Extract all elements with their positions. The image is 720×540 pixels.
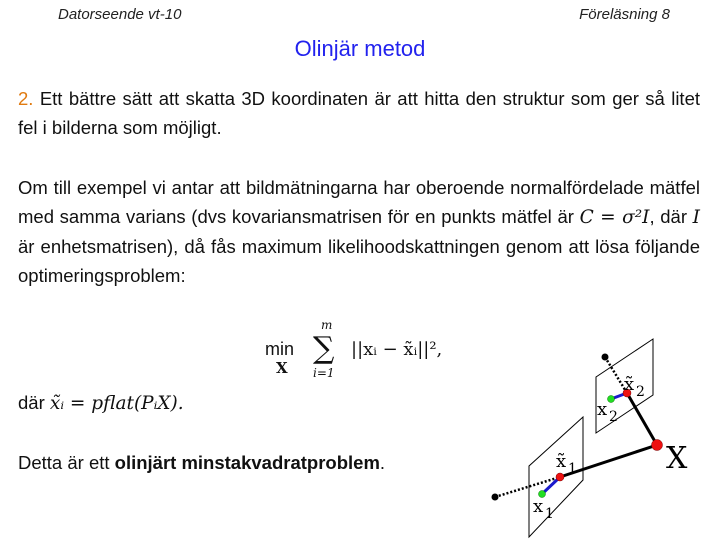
math-pflat: x̃ᵢ = pflat(PᵢX).	[49, 393, 184, 414]
header-course: Datorseende vt-10	[58, 6, 182, 23]
label-xt2: x̃	[624, 374, 635, 395]
ray-2	[627, 393, 657, 445]
text: Detta är ett	[18, 452, 115, 473]
world-point	[652, 440, 663, 451]
min-operator: min	[265, 339, 295, 359]
paragraph-1-text: Ett bättre sätt att skatta 3D koordinaten är att hitta den struktur som ger så litet fel i bilderna som möjligt.	[18, 88, 701, 138]
measured-point-2	[608, 396, 615, 403]
label-x2-sub: 2	[609, 409, 618, 425]
label-x2: x	[597, 399, 608, 420]
label-xt1: x̃	[556, 451, 567, 472]
label-xt1-sub: 1	[568, 461, 577, 477]
camera-center-2	[602, 354, 609, 361]
sum-icon: ∑	[313, 331, 335, 366]
sum-body: ||xᵢ − x̃ᵢ||²,	[351, 339, 443, 360]
math-covariance: C = σ²I	[579, 207, 650, 228]
label-x1: x	[533, 496, 544, 517]
text: där	[18, 392, 45, 413]
camera-center-1	[492, 494, 499, 501]
text: .	[379, 452, 386, 473]
sum-lower: i=1	[313, 366, 335, 380]
projected-point-1	[556, 473, 564, 481]
item-number: 2.	[18, 88, 34, 109]
header-lecture: Föreläsning 8	[579, 6, 670, 23]
slide-title: Olinjär metod	[294, 36, 426, 61]
label-xt2-sub: 2	[636, 384, 645, 400]
text: , där	[649, 206, 693, 227]
label-X: X	[666, 441, 688, 476]
bold-term: olinjärt minstakvadratproblem	[114, 452, 380, 473]
text: är enhetsmatrisen), då fås maximum likelihoodskattningen genom att lösa följande optimeringsproblem:	[18, 236, 700, 286]
min-sub: X	[276, 359, 288, 377]
math-identity: I	[692, 207, 700, 228]
sum-upper: m	[321, 318, 333, 332]
text: Om till exempel vi antar att bildmätningarna har oberoende normalfördelade mätfel med samma varians (dvs kovariansmatrisen för en punkts mätfel är	[18, 177, 700, 227]
label-x1-sub: 1	[545, 506, 554, 522]
